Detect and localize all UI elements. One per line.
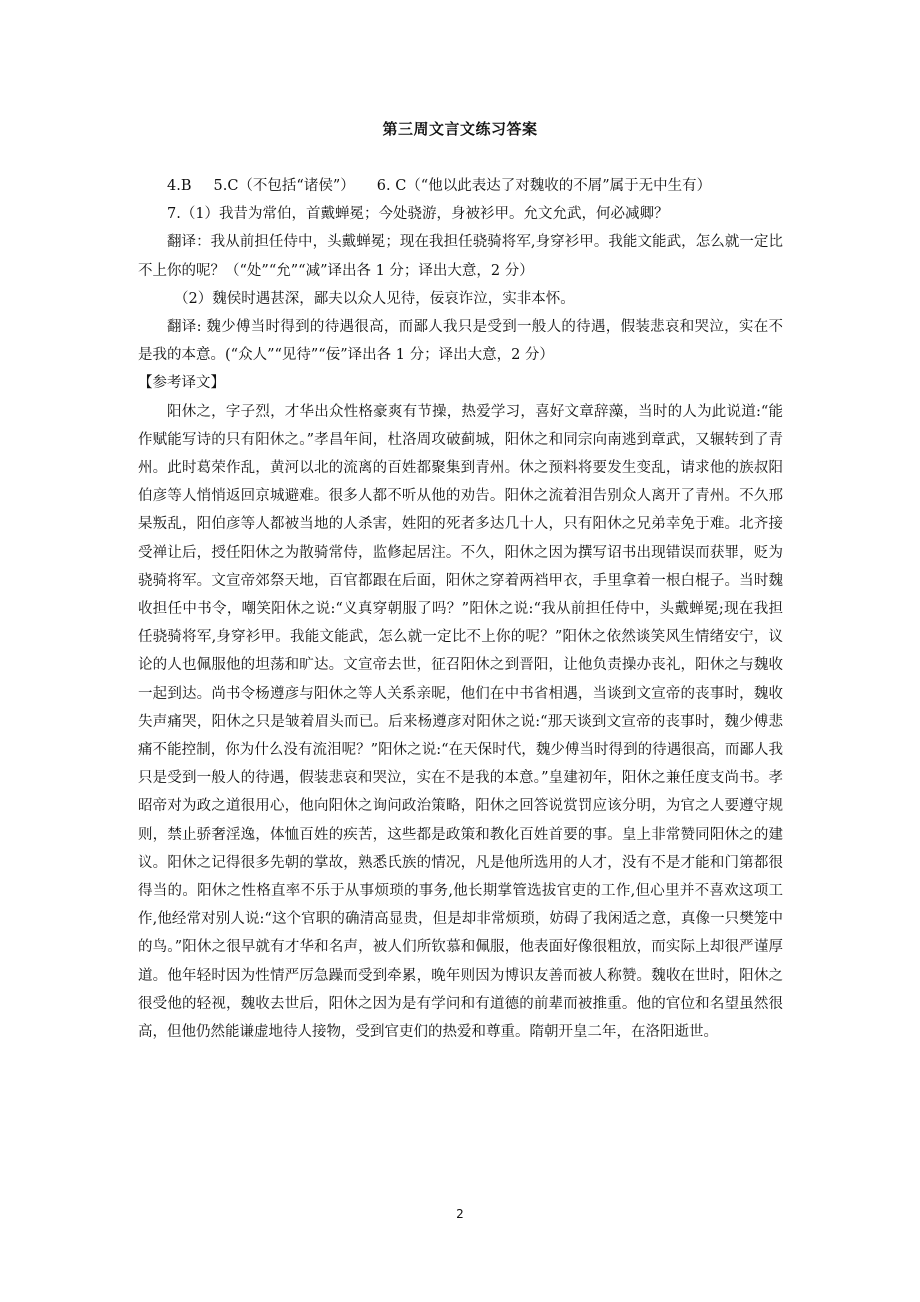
reference-translation-text: 阳休之，字子烈，才华出众性格豪爽有节操，热爱学习，喜好文章辞藻，当时的人为此说道:“能作赋能写诗的只有阳休之。”孝昌年间，杜洛周攻破蓟城，阳休之和同宗向南逃到章武，又辗转到了青州。此时葛荣作乱，黄河以北的流离的百姓都聚集到青州。休之预料将要发生变乱，请求他的族叔阳伯彦等人悄悄返回京城避难。很多人都不听从他的劝告。阳休之流着泪告别众人离开了青州。不久邢杲叛乱，阳伯彦等人都被当地的人杀害，姓阳的死者多达几十人，只有阳休之兄弟幸免于难。北齐接受禅让后，授任阳休之为散骑常侍，监修起居注。不久，阳休之因为撰写诏书出现错误而获罪，贬为骁骑将军。文宣帝郊祭天地，百官都跟在后面，阳休之穿着两裆甲衣，手里拿着一根白棍子。当时魏收担任中书令，嘲笑阳休之说:“义真穿朝服了吗？”阳休之说:“我从前担任侍中，头戴蝉冕;现在我担任骁骑将军,身穿衫甲。我能文能武，怎么就一定比不上你的呢？”阳休之依然谈笑风生情绪安宁，议论的人也佩服他的坦荡和旷达。文宣帝去世，征召阳休之到晋阳，让他负责操办丧礼，阳休之与魏收一起到达。尚书令杨遵彦与阳休之等人关系亲昵，他们在中书省相遇，当谈到文宣帝的丧事时，魏收失声痛哭，阳休之只是皱着眉头而已。后来杨遵彦对阳休之说:“那天谈到文宣帝的丧事时，魏少傅悲痛不能控制，你为什么没有流泪呢？”阳休之说:“在天保时代，魏少傅当时得到的待遇很高，而鄙人我只是受到一般人的待遇，假装悲哀和哭泣，实在不是我的本意。”皇建初年，阳休之兼任度支尚书。孝昭帝对为政之道很用心，他向阳休之询问政治策略，阳休之回答说赏罚应该分明，为官之人要遵守规则，禁止骄奢淫逸，体恤百姓的疾苦，这些都是政策和教化百姓首要的事。皇上非常赞同阳休之的建议。阳休之记得很多先朝的掌故，熟悉氏族的情况，凡是他所选用的人才，没有不是才能和门第都很得当的。阳休之性格直率不乐于从事烦琐的事务,他长期掌管选拔官吏的工作,但心里并不喜欢这项工作,他经常对别人说:“这个官职的确清高显贵，但是却非常烦琐，妨碍了我闲适之意，真像一只樊笼中的鸟。”阳休之很早就有才华和名声，被人们所钦慕和佩服，他表面好像很粗放，而实际上却很严谨厚道。他年轻时因为性情严厉急躁而受到牵累，晚年则因为博识友善而被人称赞。魏收在世时，阳休之很受他的轻视，魏收去世后，阳休之因为是有学问和有道德的前辈而被推重。他的官位和名望虽然很高，但他仍然能谦虚地待人接物，受到官吏们的热爱和尊重。隋朝开皇二年，在洛阳逝世。 (138, 403, 783, 1041)
question-7-2: （2）魏侯时遇甚深，鄙夫以众人见待，佞哀诈泣，实非本怀。 (174, 290, 575, 307)
answer-5: 5.C（不包括“诸侯”） (213, 178, 355, 194)
page-number: 2 (456, 1207, 464, 1221)
document-body (138, 172, 783, 1046)
reference-heading: 【参考译文】 (138, 375, 225, 392)
answer-4: 4.B (167, 178, 192, 194)
document-title: 第三周文言文练习答案 (382, 120, 538, 138)
question-7-1-translation: 翻译：我从前担任侍中，头戴蝉冕；现在我担任骁骑将军,身穿衫甲。我能文能武，怎么就一定比不上你的呢？（“处”“允”“减”译出各 1 分；译出大意，2 分） (138, 234, 783, 279)
question-7-1: 7.（1）我昔为常伯，首戴蝉冕；今处骁游，身被衫甲。允文允武，何必减卿？ (167, 206, 669, 223)
answer-6: 6. C（“他以此表达了对魏收的不屑”属于无中生有） (376, 178, 712, 194)
question-7-2-translation: 翻译: 魏少傅当时得到的待遇很高，而鄙人我只是受到一般人的待遇，假装悲哀和哭泣，实在不是我的本意。(“众人”“见待”“佞”译出各 1 分；译出大意，2 分） (138, 318, 783, 364)
answers-line (138, 172, 783, 200)
